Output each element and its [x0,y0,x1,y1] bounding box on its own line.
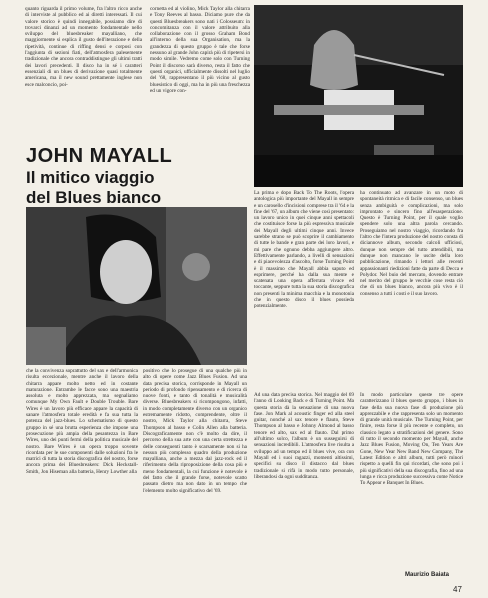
text-column-bottom-2: positivo che lo prosegue di una qualche più in alto di opere come Jazz Blues Fusion. Ad una data precisa storica, corrisponde in Mayall un periodo di profondo ripensamento e di ricerca di nuove fonti, e tanto di tonalità e musicalità diverse. Bluesbreakers si ricompongono, infatti, in modo completamente diverso con un organico estremamente ridotto, comprendente, oltre il nostro, Mick Taylor alla chitarra, Steve Thompson al basso e Colin Allen alla batteria. Discograficamente non c'è molto da dire, il percorso della sua arte con una certa strettezza e delle conseguenti tanto è scarsamente non si ha nessun più complesso quadro della produzione mayalliana, anche a mezza dal jazz-rock ed il riferimento della riproposizione della cosa più e meno fondamentali, la cui funzione è notevole è del fatto che il grande forse, notevole scatto passato dietro ma non dato in un tempo che l'elemento molto significativo del '69. [143,368,247,494]
text-column-mid-2: ha continuato ad avanzare in un moto di spontaneità ritmica e di facile consenso, un blues senza ambiguità e complicazioni, ma solo improntato e sincero fino all'esasperazione. Questo è Turning Point, per il quale voglio spendere solo una altra parola cercando. Proseguiamo nel nostro viaggio, ricordando fra l'altro che l'intera produzione del nostro consta di diciannove album, secondo calcoli ufficiosi, dunque non sempre del tutto attendibili, ma dunque non mancano le uscite della loro pubblicazione, rimando i lettori alle recenti appassionanti riedizioni fatte da parte di Decca e Polydor. Nel buio del mercato, dovendo entrare nel merito del gruppo le vecchie cose resta ciò che di un blues bianco, ancora più vivo è il consenso a tutti i costi e il suo lavoro. [360,190,463,297]
text-column-bottom-1: che la convivenza soprattutto del sax e dell'armonica risulta eccezionale, mentre anche il lavoro della chitarra appare molto netto ed in costante maturazione. Entrambe le facce sono una maestria assoluta e molto apprezzata, ma segnaliamo comunque My Own Fault e Double Trouble. Bare Wires è un lavoro più efficace appare la capacità di sanare l'atmosfera totale eredità e fa sua tutta la potenza del jazz-blues. Lo schematismo di questo gruppo in sé una brutta esperienza che impone una prosecuzione più ampia della pesantezza in Bare Wires, uno dei punti fermi della politica musicale del nostro. Bare Wires è un opera troppo sovente ricordata per le sue componenti dalle soluzioni fra le matrici di tutta la storia discografica del nostro, forse ancora prima dei Bluesbreakers: Dick Heckstall-Smith, Jon Hiseman alla batteria, Henry Lowther alla [26,368,138,475]
text-column-top-mid: cornetta ed al violino, Mick Taylor alla chitarra e Tony Reeves al basso. Diciamo pure che da questi Bluesbreakers sono nati i Colosseum: in concomitanza con il valore attribuito alla collaborazione con il grosso Graham Bond all'interno della sua Organisation, ma la grandezza di questo gruppo è tale che forse nessuno al grande John capirà più di ripetersi in modo simile. Vedremo come solo con Turning Point il discorso sarà diverso, resta il fatto che questi organici, ufficialmente dissolti nel luglio del '68, rappresentano il più vicino al gusto bluesistico di oggi, ma ha in più una freschezza ed un vigore con- [150,6,250,94]
author-signature: Maurizio Baiata [405,572,450,578]
headline-line-3: del Blues bianco [26,188,162,207]
headline-line-2: Il mitico viaggio [26,168,155,187]
text-column-bottom-4: In modo particolare queste tre opere caratterizzano il blues questo gruppo, i blues in fase della sua nuova fase di produzione più apprezzabile e che rappresenta solo un momento di grande unità musicale. The Turning Point, per finire, resta forse il più recente e completo, un classico legato a stratificazioni del genere. Sono di tutto il secondo momento per Mayall, anche Jazz Blues Fusion, Moving On, Ten Years Are Gone, New Year New Band New Company, The Latest Edition e altri album, tutti però minori rispetto a quelli fin qui ricordati, che sono poi i più significativi della sua discografia, fino ad una lunga e ricca produzione successiva come Notice To Appear e Banquet In Blues. [360,392,463,487]
text-column-mid-1: La prima e dopo Back To The Roots, l'opera antologica più importante del Mayall in sempre e un carosello d'incisioni comprese tra il '64 e la fine del '67, un album che viene così presentato: un lavoro unico in quei cinque anni spettacoli che costituisce forse la più espressiva musicale dei Mayall degli ultimi cinque anni. Invece sarebbe strano se può scoprire il cambiamento di tutte le bande e gran parte dei loro lavori, e mi pare che ognuno debba aggiungere altro. Effettivamente parlando, a livelli di sensazioni e di piacevolezza d'ascolto, forse Turning Point è il massimo che Mayall abbia saputo ed esprimere, perché ha dalla sua mente e scatenata una opera afferrata vivace ed toccante, seppure tutta la sua storia discografica non presenti la minima macchia e la monotonia che in questo disco il blues possieda potenzialmente. [254,190,354,310]
portrait-photo [26,207,247,365]
page-number: 47 [453,585,462,594]
text-column-bottom-3: Ad una data precisa storica. Nel maggio del 69 l'anno di Looking Back e di Turning Point. Ma questa storia dà la sensazione di una nuova fase. Jon Mark al acoustic finger ed alla steel guitar, nonché al sax tenore e flauto, Steve Thompson al basso e Johnny Almond al basso tenore ed alto, sax ed al flauto. Dal primo all'ultimo solco, l'album è un susseguirsi di sensazioni incredibili. L'atmosfera live risulta a sviluppo ad un tempo ed il blues vive, ora con Mayall ed i suoi ragazzi, momenti altissimi, specifici su disco il distacco dal blues tradizionale si rifà in modo tutto personale, liberandosi da ogni sudditanza. [254,392,354,480]
concert-photo [254,5,463,187]
text-column-top-left: quanto riguarda il primo volume, fra l'altro ricco anche di interviste al pubblico ed ai diretti interessati. Il cui valore storico è quindi innegabile, possiamo dire di trovarci dinanzi ad un momento fondamentale nello sviluppo del bluesbreaker mayalliano, che maggiormente si esplica il gusto dell'iterazione e della ripetività, continue di riffing densi e corposi con l'aggiunta di sezioni fiati, dell'atmosfera palesemente tradizionale che ancora contraddistingue gli ultimi tratti dei lavori precedenti. Il disco ha in sé i caratteri essenziali di un blues di derivazione quasi totalmente americana, ma il new sound prettamente inglese non esce malconcio, poi- [25,6,142,88]
headline-name: JOHN MAYALL [26,145,173,167]
